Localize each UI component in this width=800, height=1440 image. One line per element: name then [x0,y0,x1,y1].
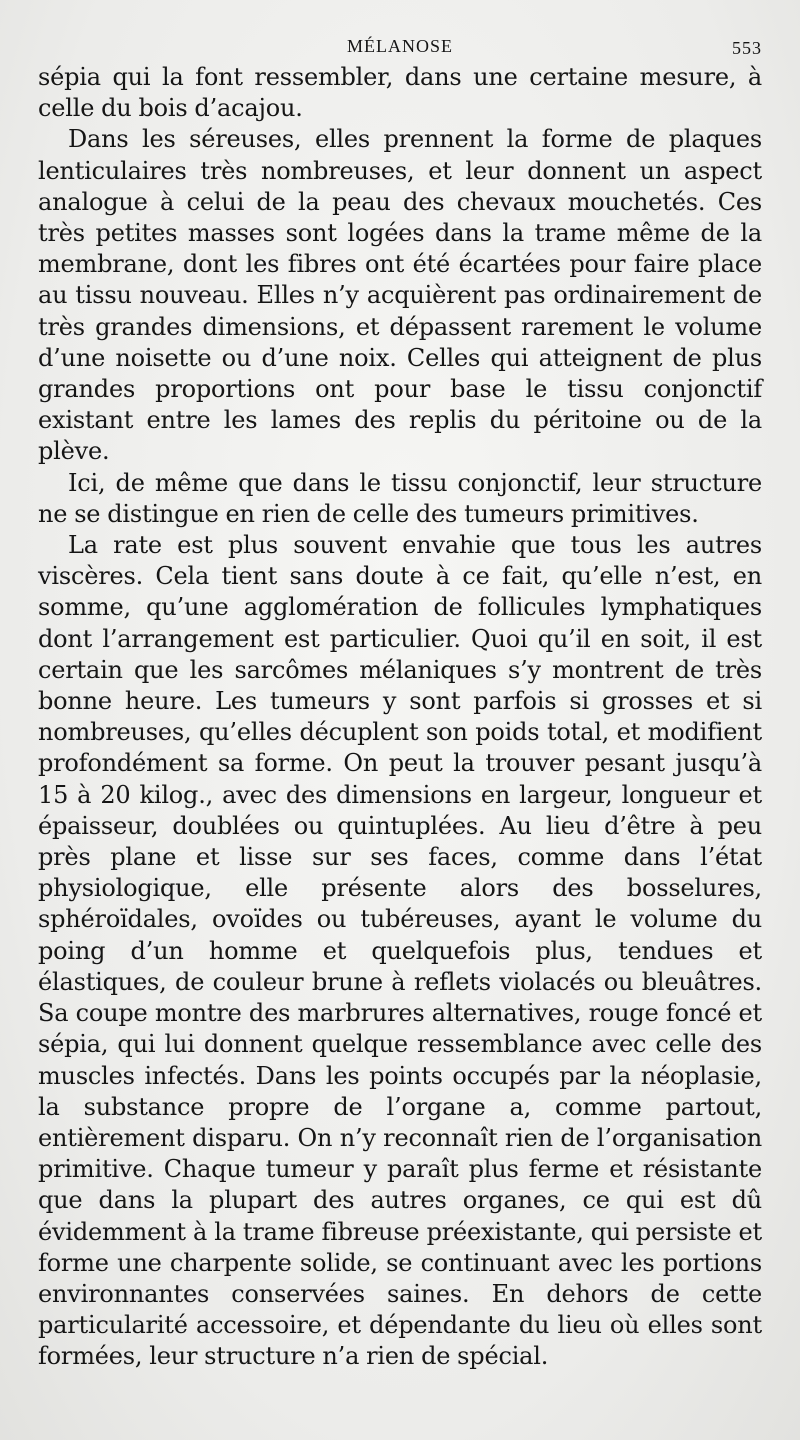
paragraph-rate: La rate est plus souvent envahie que tous les autres viscères. Cela tient sans doute à ce fait, qu’elle n’est, en somme, qu’une agglomération de follicules lymphatiques dont l’arrangement est particulier. Quoi qu’il en soit, il est certain que les sarcômes mélaniques s’y montrent de très bonne heure. Les tumeurs y sont parfois si grosses et si nombreuses, qu’elles décuplent son poids total, et modifient profondément sa forme. On peut la trouver pesant jusqu’à 15 à 20 kilog., avec des dimensions en largeur, longueur et épaisseur, doublées ou quintuplées. Au lieu d’être à peu près plane et lisse sur ses faces, comme dans l’état physiologique, elle présente alors des bosselures, sphéroïdales, ovoïdes ou tubéreuses, ayant le volume du poing d’un homme et quelquefois plus, tendues et élastiques, de couleur brune à reflets violacés ou bleuâtres. Sa coupe montre des marbrures alternatives, rouge foncé et sépia, qui lui donnent quelque ressemblance avec celle des muscles infectés. Dans les points occupés par la néoplasie, la substance propre de l’organe a, comme partout, entièrement disparu. On n’y reconnaît rien de l’organisation primitive. Chaque tumeur y paraît plus ferme et résistante que dans la plupart des autres organes, ce qui est dû évidemment à la trame fibreuse préexistante, qui persiste et forme une charpente solide, se continuant avec les portions environnantes conservées saines. En dehors de cette particularité accessoire, et dépendante du lieu où elles sont formées, leur structure n’a rien de spécial. [38,531,762,1371]
running-title: MÉLANOSE [347,36,453,56]
paragraph-continuation: sépia qui la font ressembler, dans une certaine mesure, à celle du bois d’acajou. [38,63,762,123]
body-text [38,62,762,1373]
paragraph-sereuses: Dans les séreuses, elles prennent la forme de plaques lenticulaires très nombreuses, et leur donnent un aspect analogue à celui de la peau des chevaux mouchetés. Ces très petites masses sont logées dans la trame même de la membrane, dont les fibres ont été écartées pour faire place au tissu nouveau. Elles n’y acquièrent pas ordinairement de très grandes dimensions, et dépassent rarement le volume d’une noisette ou d’une noix. Celles qui atteignent de plus grandes proportions ont pour base le tissu conjonctif existant entre les lames des replis du péritoine ou de la plève. [38,125,762,466]
page-number: 553 [732,38,762,58]
paragraph-tissu-conjonctif: Ici, de même que dans le tissu conjonctif, leur structure ne se distingue en rien de celle des tumeurs primitives. [38,468,762,528]
running-head [38,0,762,62]
